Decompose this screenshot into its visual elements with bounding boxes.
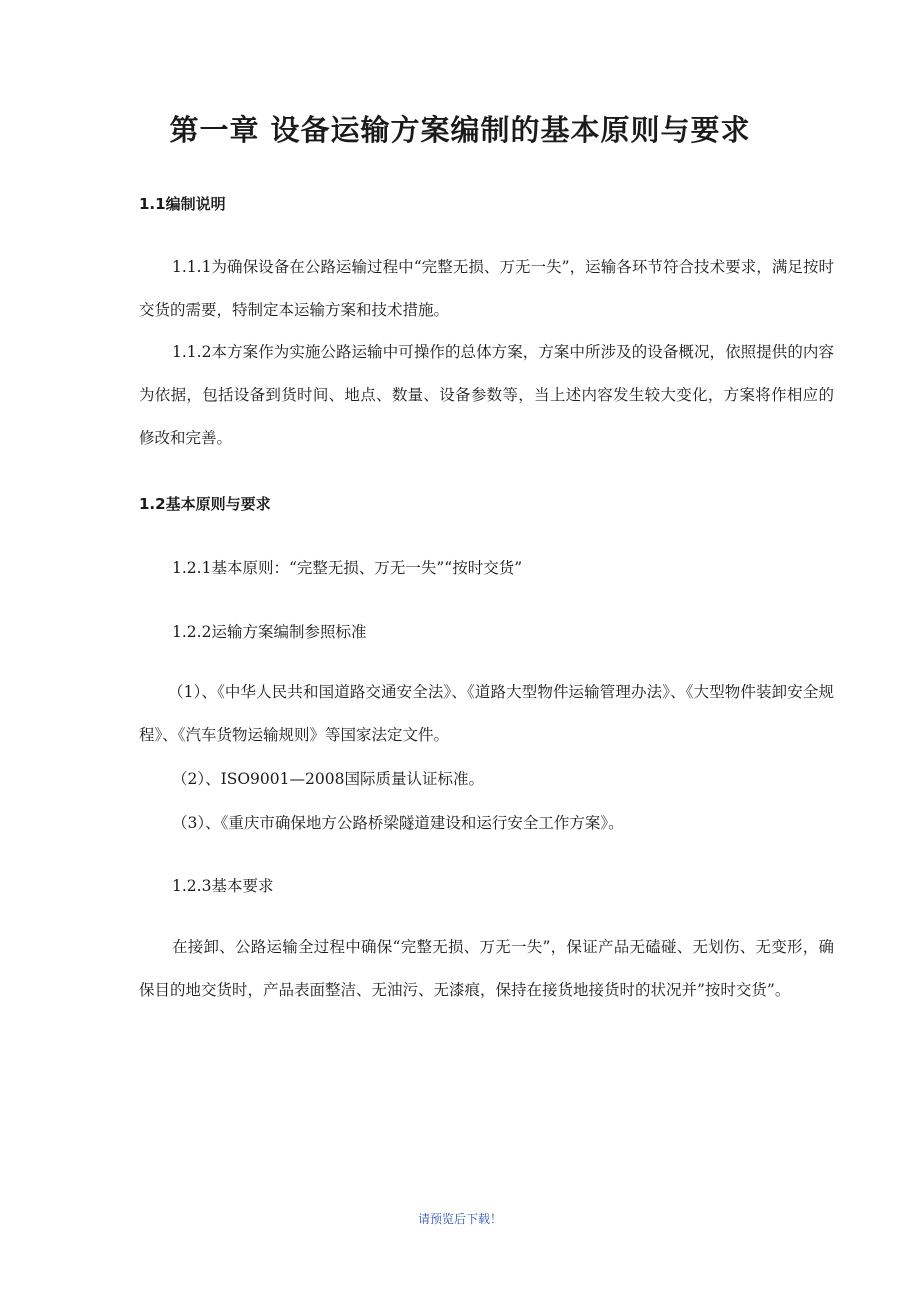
paragraph-1-1-2: 1.1.2本方案作为实施公路运输中可操作的总体方案，方案中所涉及的设备概况，依照提供的内容为依据，包括设备到货时间、地点、数量、设备参数等，当上述内容发生较大变化，方案将作相应的修改和完善。 (139, 343, 834, 447)
paragraph-1-2-2: 1.2.2运输方案编制参照标准 (172, 623, 367, 641)
section-heading-1-1: 1.1编制说明 (139, 195, 226, 213)
paragraph-1-2-1: 1.2.1基本原则：“完整无损、万无一失”“按时交货” (172, 559, 523, 577)
section-heading-1-2: 1.2基本原则与要求 (139, 495, 271, 513)
standard-item-2: （2）、ISO9001—2008国际质量认证标准。 (172, 770, 484, 788)
standard-item-3: （3）、《重庆市确保地方公路桥梁隧道建设和运行安全工作方案》。 (172, 814, 624, 832)
paragraph-1-1-1: 1.1.1为确保设备在公路运输过程中“完整无损、万无一失”，运输各环节符合技术要求，满足按时交货的需要，特制定本运输方案和技术措施。 (139, 258, 834, 319)
standard-item-1: （1）、《中华人民共和国道路交通安全法》、《道路大型物件运输管理办法》、《大型物件装卸安全规程》、《汽车货物运输规则》等国家法定文件。 (139, 683, 834, 744)
chapter-title: 第一章 设备运输方案编制的基本原则与要求 (169, 113, 751, 147)
paragraph-1-2-3: 1.2.3基本要求 (172, 877, 274, 895)
paragraph-requirements: 在接卸、公路运输全过程中确保“完整无损、万无一失”，保证产品无磕碰、无划伤、无变形，确保目的地交货时，产品表面整洁、无油污、无漆痕，保持在接货地接货时的状况并”按时交货”。 (139, 938, 834, 999)
footer-note: 请预览后下载！ (417, 1212, 502, 1226)
